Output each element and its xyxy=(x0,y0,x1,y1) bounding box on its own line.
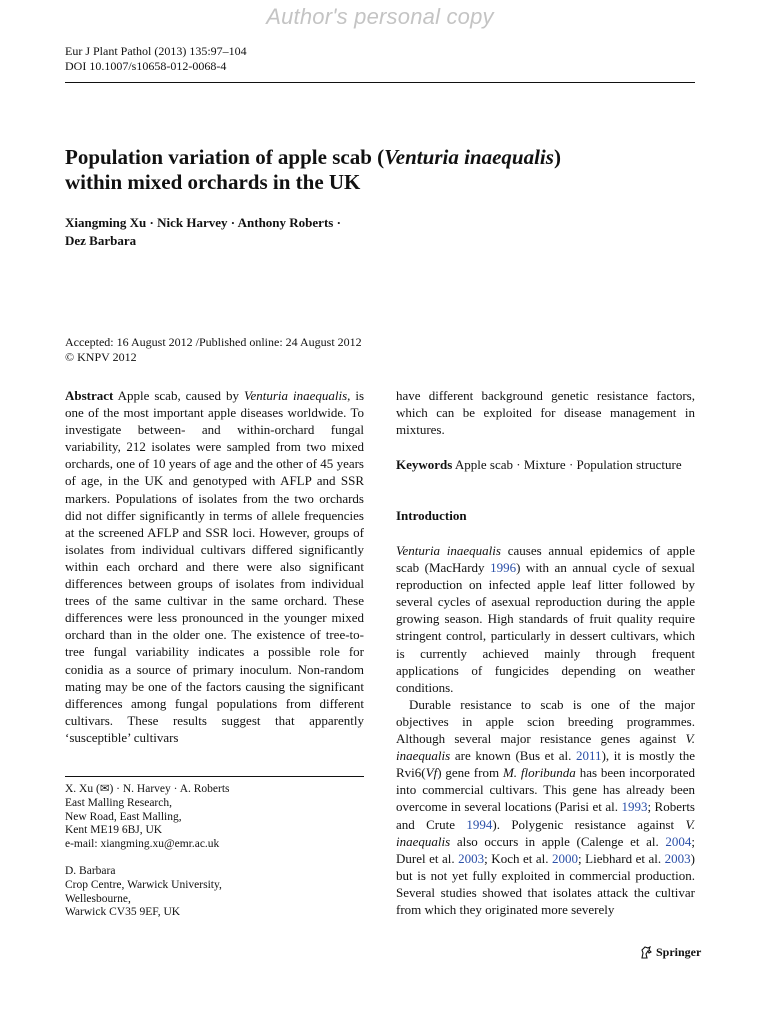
affiliation-1-line: New Road, East Malling, xyxy=(65,810,182,823)
title-line2: within mixed orchards in the UK xyxy=(65,170,361,194)
introduction-heading: Introduction xyxy=(396,508,467,523)
affiliation-1-line: Kent ME19 6BJ, UK xyxy=(65,824,163,837)
citation-link[interactable]: 2003 xyxy=(664,850,691,866)
title-italic: Venturia inaequalis xyxy=(384,145,554,169)
citation-link[interactable]: 2003 xyxy=(458,850,485,866)
title-part2: ) xyxy=(553,145,561,169)
intro-p2-text: ; Liebhard et al. xyxy=(578,850,665,866)
springer-horse-icon xyxy=(640,946,653,959)
abstract-text xyxy=(65,387,364,746)
introduction-body xyxy=(396,542,695,918)
intro-p2-text: has been incorporated into commercial cultivars. This gene has already been overcome in several locations (Parisi et al. xyxy=(396,765,695,815)
authors-line2: Dez Barbara xyxy=(65,233,137,248)
intro-p2-italic: M. floribunda xyxy=(502,765,576,781)
intro-paragraph-1 xyxy=(396,542,695,696)
affiliation-rule xyxy=(65,776,364,777)
publisher-name: Springer xyxy=(656,945,702,959)
keywords-heading: Keywords xyxy=(396,457,453,472)
affiliation-2-line: Warwick CV35 9EF, UK xyxy=(65,906,181,919)
affiliation-2-names: D. Barbara xyxy=(65,865,116,877)
citation-link[interactable]: 1996 xyxy=(490,560,517,576)
journal-citation: Eur J Plant Pathol (2013) 135:97–104 xyxy=(65,44,247,58)
citation-link[interactable]: 1994 xyxy=(466,816,493,832)
intro-p2-text: ). Polygenic resistance against xyxy=(492,816,686,832)
intro-p2-text: ) but is not yet fully exploited in commercial production. Several studies showed that isolates attack the cultivar from which they originated more severely xyxy=(396,850,695,917)
intro-p1-italic: Venturia inaequalis xyxy=(396,543,501,558)
dates-accepted: Accepted: 16 August 2012 /Published online: 24 August 2012 xyxy=(65,335,362,349)
paper-title xyxy=(65,145,705,195)
publication-dates xyxy=(65,335,362,365)
publisher-logo xyxy=(640,945,701,960)
abstract-continued: have different background genetic resistance factors, which can be exploited for disease management in mixtures. xyxy=(396,388,695,438)
citation-link[interactable]: 1993 xyxy=(621,799,648,815)
intro-p1-text: ) with an annual cycle of sexual reproduction on infected apple leaf litter followed by several cycles of asexual reproduction during the apple growing season. High standards of fruit quality require stringent control, particularly in dessert cultivars, which is currently achieved mainly through frequent applications of fungicides depending on weather conditions. xyxy=(396,560,696,695)
title-part1: Population variation of apple scab ( xyxy=(65,145,385,169)
abstract-block xyxy=(65,387,364,746)
affiliation-1-names: X. Xu (✉) · N. Harvey · A. Roberts xyxy=(65,783,230,795)
affiliation-2 xyxy=(65,865,364,920)
citation-link[interactable]: 2000 xyxy=(552,850,579,866)
authors-line1: Xiangming Xu · Nick Harvey · Anthony Roberts · xyxy=(65,215,341,230)
intro-p2-italic: V. inaequalis xyxy=(396,816,696,849)
affiliation-2-line: Wellesbourne, xyxy=(65,892,131,905)
affiliation-1-email[interactable]: e-mail: xiangming.xu@emr.ac.uk xyxy=(65,838,220,851)
citation-link[interactable]: 2011 xyxy=(576,748,602,764)
abstract-heading: Abstract xyxy=(65,388,114,403)
intro-p2-text: also occurs in apple (Calenge et al. xyxy=(450,833,666,849)
author-list xyxy=(65,214,465,250)
abstract-continued-block xyxy=(396,387,695,438)
watermark: Author's personal copy xyxy=(266,4,494,29)
intro-p2-text: ), it is mostly the Rvi6( xyxy=(396,748,695,781)
keywords-block xyxy=(396,456,695,473)
intro-p2-text: ; Roberts and Crute xyxy=(396,799,695,832)
intro-p1-text: causes annual epidemics of apple scab (MacHardy xyxy=(396,543,696,576)
intro-p2-text: ; Durel et al. xyxy=(396,833,695,866)
intro-p2-text: ) gene from xyxy=(437,765,503,781)
intro-paragraph-2 xyxy=(396,696,695,918)
journal-info xyxy=(65,44,247,74)
abstract-t2: , is one of the most important apple diseases worldwide. To investigate between- and within-orchard fungal variability, 212 isolates were sampled from two mixed orchards, one of 10 years of age and the other of 45 years of age, in the UK and genotyped with AFLP and SSR markers. Populations of isolates from the two orchards did not differ significantly in terms of allele frequencies at the screened AFLP and SSR loci. However, groups of isolates from individual cultivars differed significantly within each orchard and there were also significant differences between groups of isolates from individual trees of the same cultivar in the same orchard. These differences were less pronounced in the younger mixed orchard than in the older one. The existence of tree-to-tree fungal variability indicates a possible role for conidia as a source of primary inoculum. Non-random mating may be one of the factors causing the significant differences among fungal populations from different cultivars. These results suggest that apparently ‘susceptible’ cultivars xyxy=(65,388,365,745)
intro-p2-text: ; Koch et al. xyxy=(484,850,553,866)
intro-p2-text: are known (Bus et al. xyxy=(450,748,577,764)
intro-p2-italic: V. inaequalis xyxy=(396,731,695,764)
header-rule xyxy=(65,82,695,83)
abstract-t1-italic: Venturia inaequalis xyxy=(243,388,348,403)
citation-link[interactable]: 2004 xyxy=(665,833,692,849)
intro-p2-italic: Vf xyxy=(425,765,438,781)
keywords-text: Apple scab · Mixture · Population structure xyxy=(452,457,682,472)
dates-copyright: © KNPV 2012 xyxy=(65,350,137,364)
journal-doi[interactable]: DOI 10.1007/s10658-012-0068-4 xyxy=(65,59,227,73)
affiliation-2-line: Crop Centre, Warwick University, xyxy=(65,878,222,891)
intro-p2-text: Durable resistance to scab is one of the major objectives in apple scion breeding programmes. Although several major resistance genes against xyxy=(396,696,695,747)
affiliation-1-line: East Malling Research, xyxy=(65,796,172,809)
abstract-t1: Apple scab, caused by xyxy=(113,388,244,403)
affiliation-1 xyxy=(65,783,364,852)
